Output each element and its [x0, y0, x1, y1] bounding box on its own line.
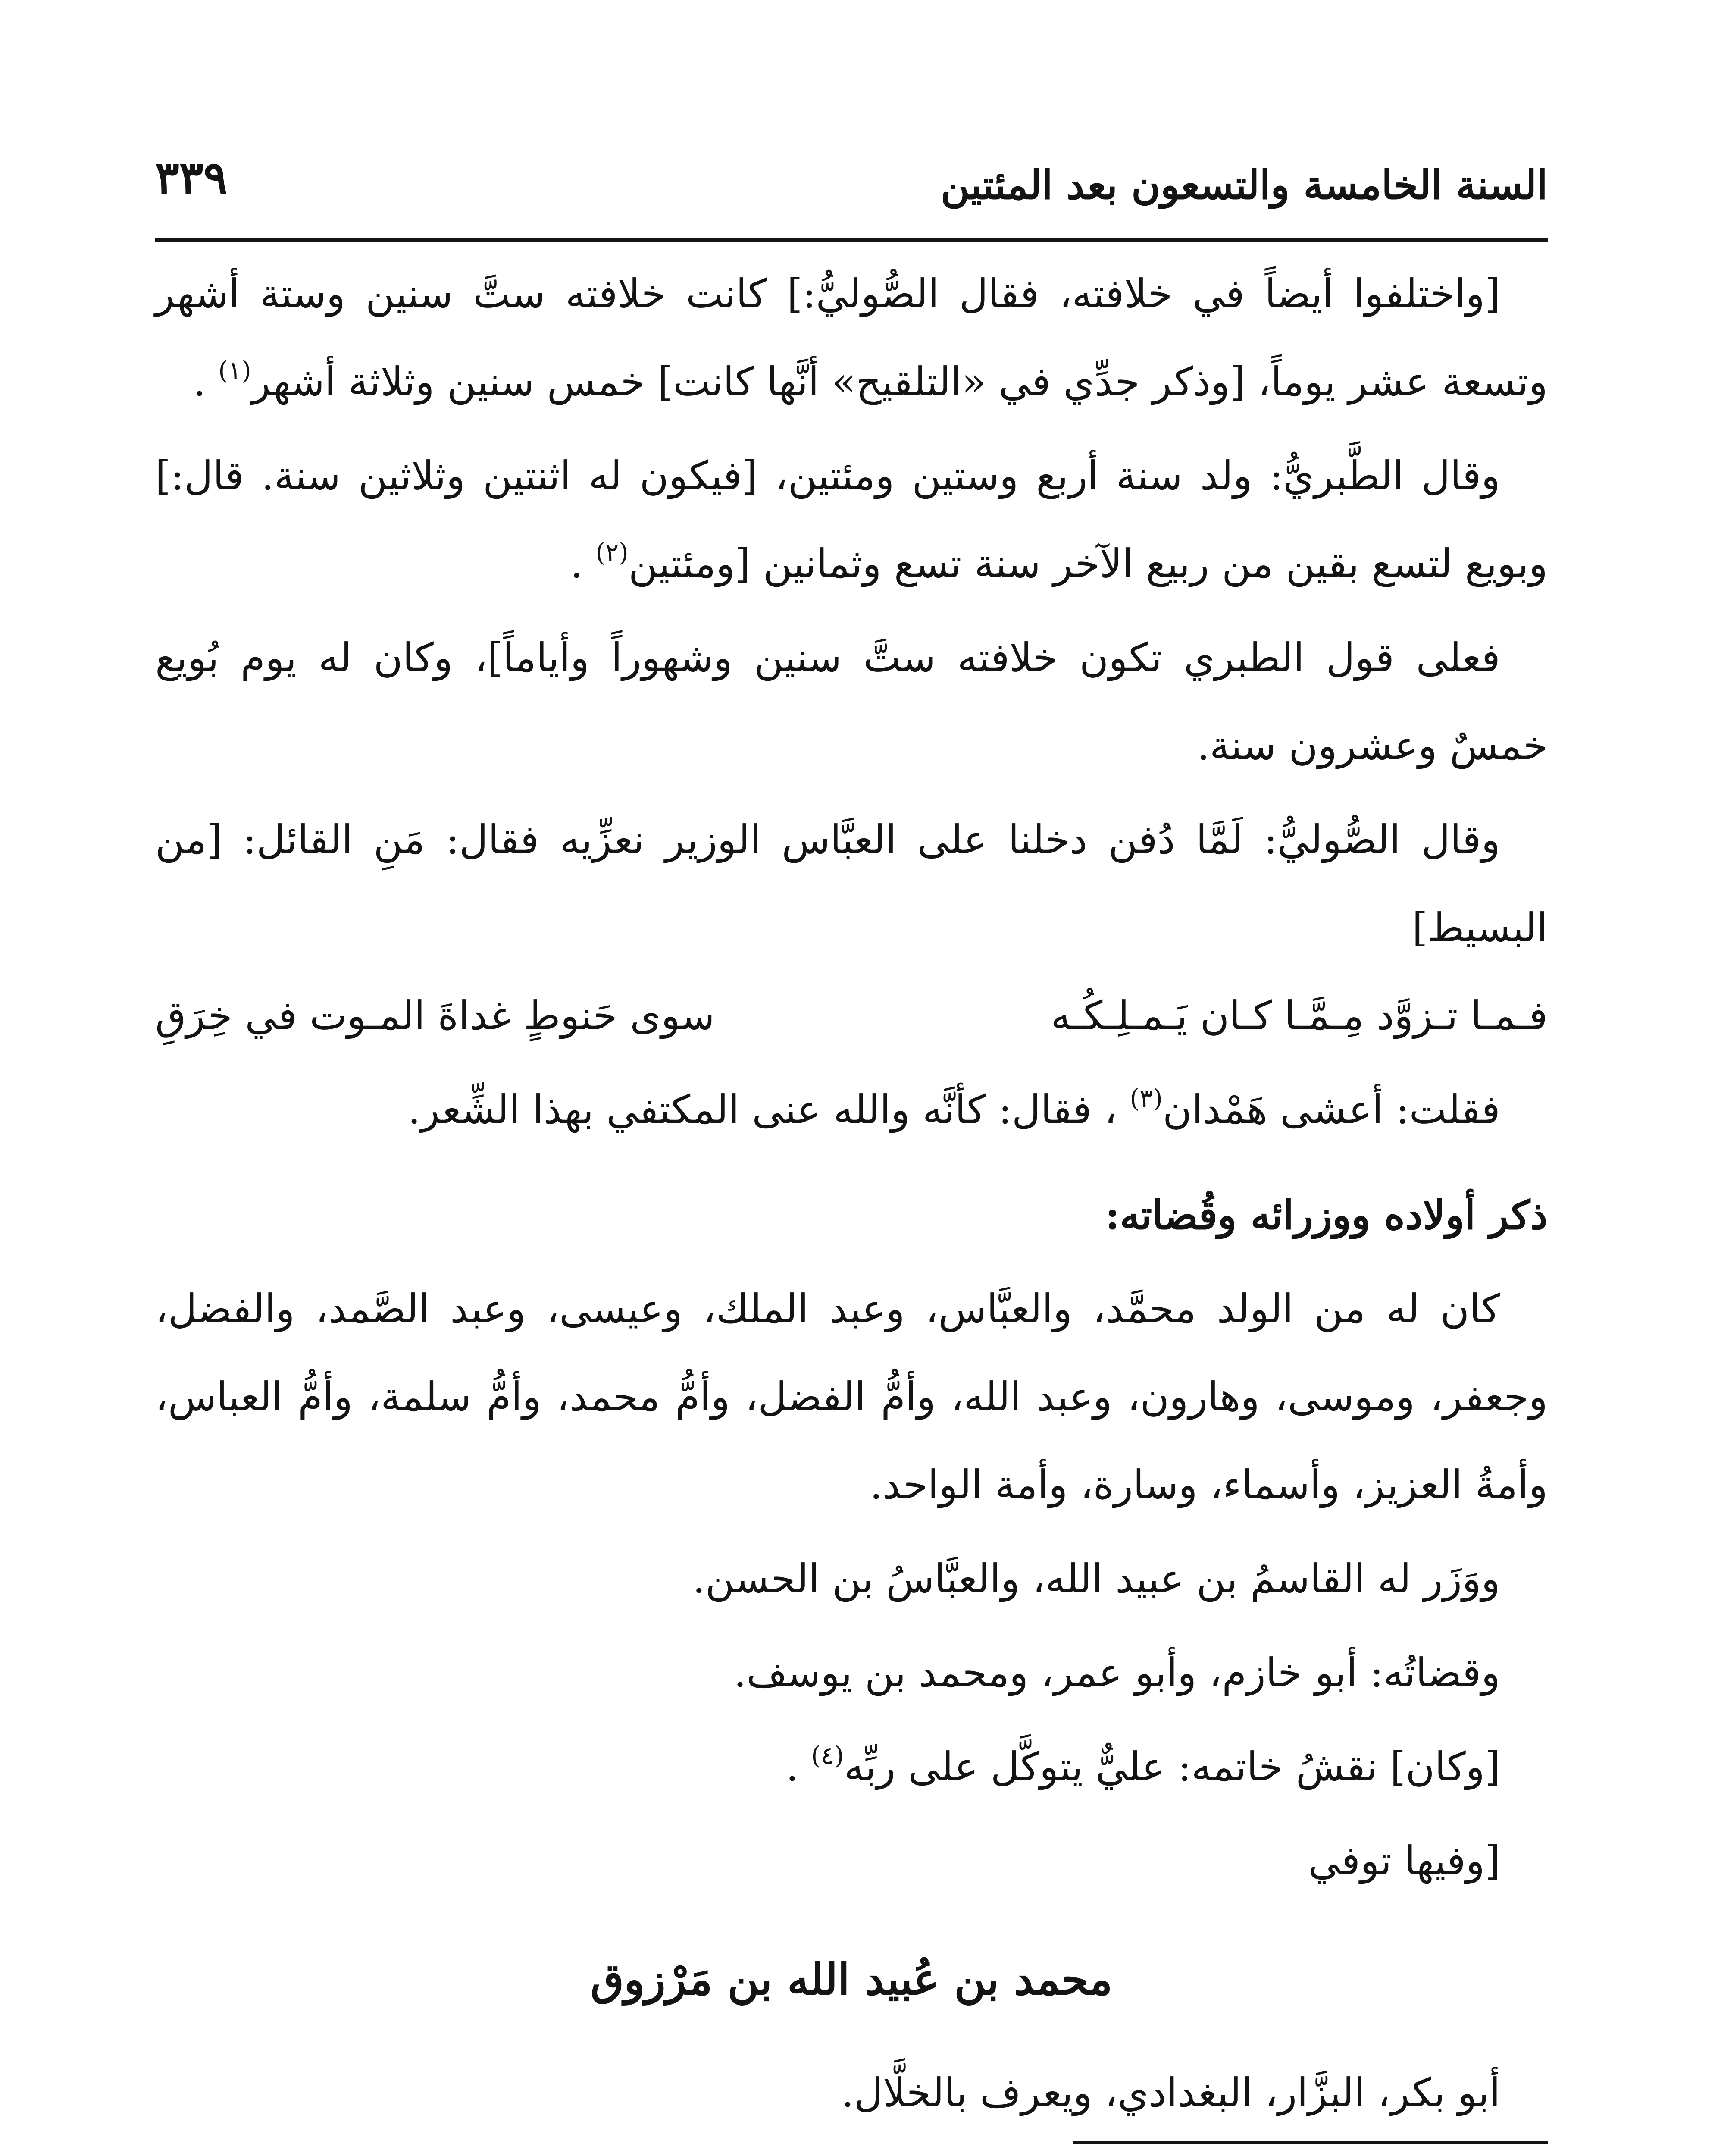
paragraph-travels — [155, 2143, 1548, 2156]
paragraph-text: فقلت: أعشى هَمْدان — [1162, 1087, 1500, 1133]
paragraph-tail: . — [193, 359, 219, 405]
main-text — [155, 250, 1548, 2156]
paragraph-suli-quote: وقال الصُّوليُّ: لَمَّا دُفن دخلنا على العبَّاس الوزير نعزِّيه فقال: مَنِ القائل: [من البسيط] — [155, 817, 1548, 951]
paragraph-tabari-reckoning: فعلى قول الطبري تكون خلافته ستَّ سنين وشهوراً وأياماً]، وكان له يوم بُويع خمسٌ وعشرون سنة. — [155, 635, 1548, 769]
page-number: ٣٣٩ — [155, 151, 228, 204]
paragraph-asha-hamdan — [155, 1066, 1548, 1154]
paragraph-text: [واختلفوا أيضاً في خلافته، فقال الصُّوليُّ:] كانت خلافته ستَّ سنين وستة أشهر وتسعة عشر يوماً، [وذكر جدِّي في «التلقيح» أنَّها كانت] خمس سنين وثلاثة أشهر — [155, 271, 1548, 405]
paragraph-tail: ، فقال: كأنَّه والله عنى المكتفي بهذا الشِّعر. — [408, 1087, 1130, 1133]
footnote-ref-4[interactable]: (٤) — [811, 1741, 844, 1770]
footnote-rule — [1073, 2141, 1548, 2144]
poetry-verse — [155, 972, 1548, 1060]
paragraph-seal-engraving — [155, 1723, 1548, 1811]
footnote-ref-3[interactable]: (٣) — [1130, 1084, 1163, 1113]
paragraph-died-that-year: [وفيها توفي — [1308, 1838, 1500, 1884]
paragraph-kunya: أبو بكر، البزَّار، البغدادي، ويعرف بالخلَّال. — [841, 2070, 1500, 2116]
paragraph-text: وقال الطَّبريُّ: ولد سنة أربع وستين ومئتين، [فيكون له اثنتين وثلاثين سنة. قال:] وبويع لتسع بقين من ربيع الآخر سنة تسع وثمانين [ومئتين — [155, 453, 1548, 587]
paragraph-judges: وقضاتُه: أبو خازم، وأبو عمر، ومحمد بن يوسف. — [733, 1650, 1500, 1696]
footnote-ref-1[interactable]: (١) — [218, 356, 251, 385]
header-rule — [155, 238, 1548, 242]
running-header — [155, 142, 1548, 224]
verse-first-hemistich: فـمـا تـزوَّد مِـمَّـا كـان يَـمـلِـكُـه — [1051, 993, 1548, 1039]
paragraph-tail: . — [570, 541, 596, 587]
paragraph-text: [وكان] نقشُ خاتمه: عليٌّ يتوكَّل على ربِّه — [844, 1744, 1500, 1790]
paragraph-caliphate-duration — [155, 250, 1548, 426]
verse-second-hemistich: سوى حَنوطٍ غداةَ المـوت في خِرَقِ — [155, 993, 715, 1039]
paragraph-tabari-birth — [155, 432, 1548, 608]
footnote-ref-2[interactable]: (٢) — [595, 538, 629, 567]
paragraph-viziers: ووَزَر له القاسمُ بن عبيد الله، والعبَّاسُ بن الحسن. — [692, 1556, 1500, 1602]
running-title: السنة الخامسة والتسعون بعد المئتين — [940, 162, 1548, 208]
paragraph-tail: . — [785, 1744, 811, 1790]
biography-title: محمد بن عُبيد الله بن مَرْزوق — [590, 1954, 1113, 2005]
section-heading-children-viziers-judges: ذكر أولاده ووزرائه وقُضاته: — [1105, 1192, 1548, 1238]
paragraph-children: كان له من الولد محمَّد، والعبَّاس، وعبد الملك، وعيسى، وعبد الصَّمد، والفضل، وجعفر، وموسى، وهارون، وعبد الله، وأمُّ الفضل، وأمُّ محمد، وأمُّ سلمة، وأمُّ العباس، وأمةُ العزيز، وأسماء، وسارة، وأمة الواحد. — [155, 1286, 1548, 1508]
